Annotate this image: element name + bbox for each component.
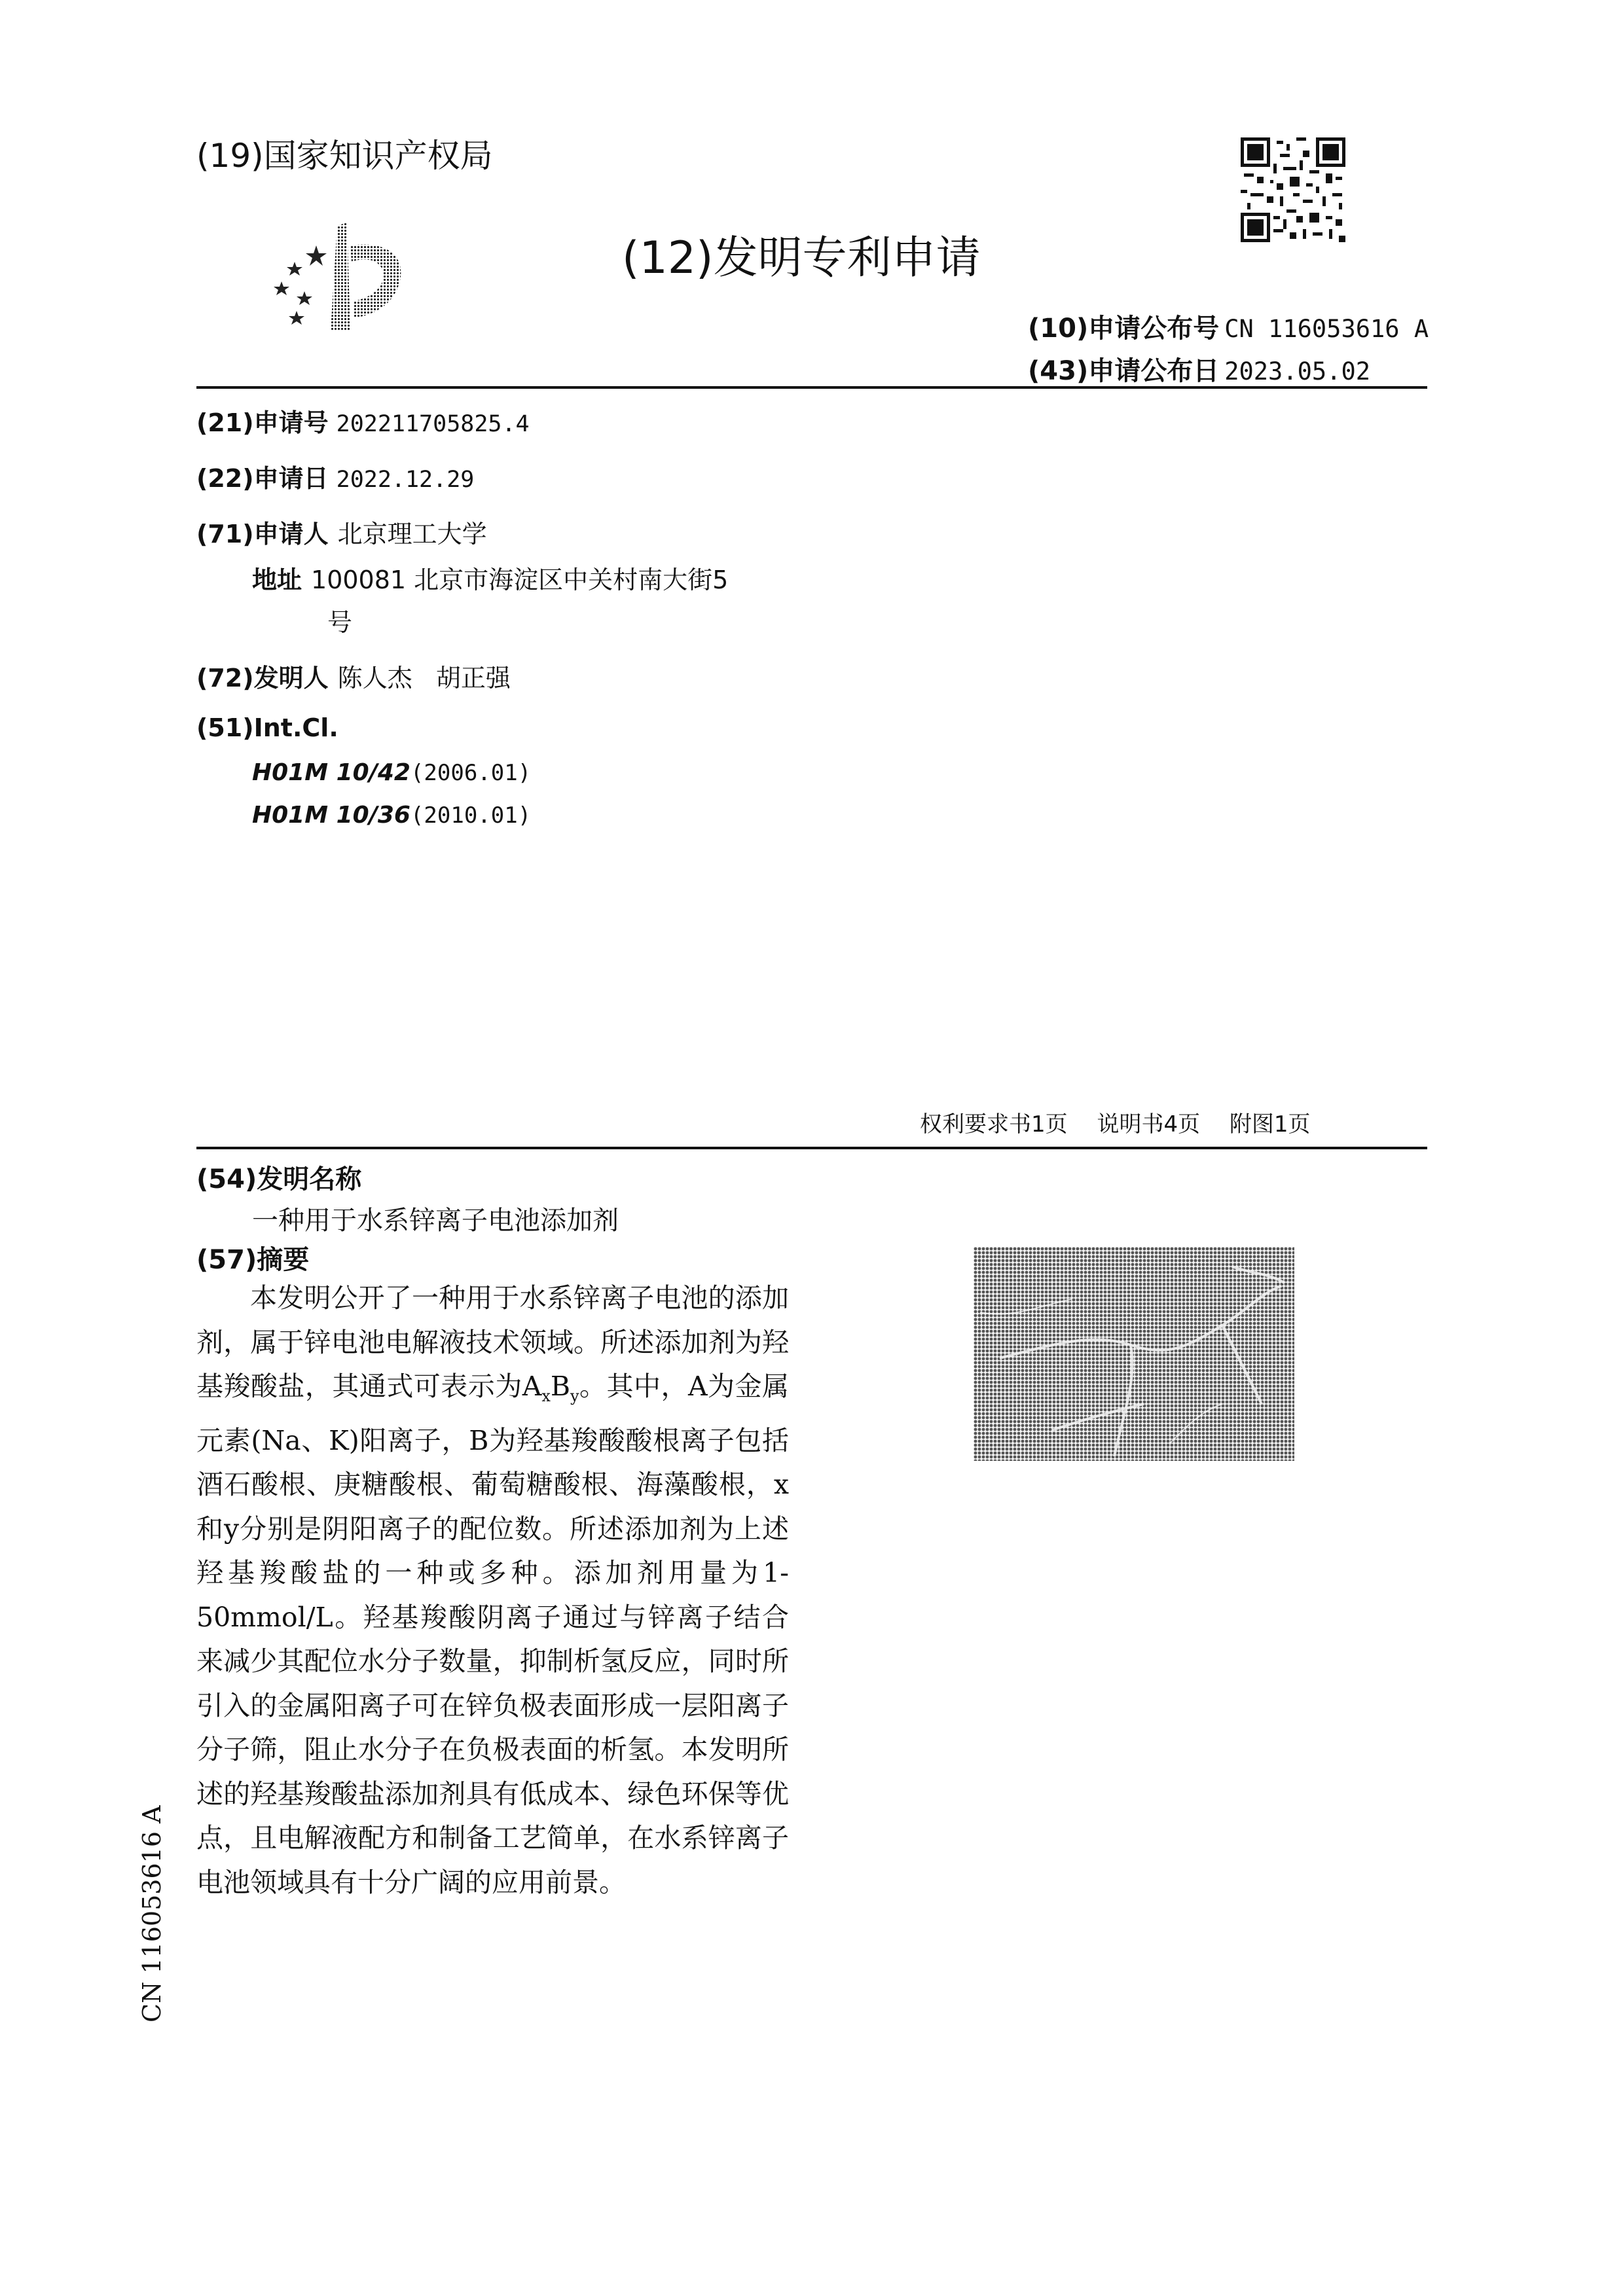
side-publication-number: CN 116053616 A [137, 1805, 166, 2022]
applicant-row: (71)申请人 北京理工大学 [196, 520, 487, 548]
address-row: 地址 100081 北京市海淀区中关村南大街5 [252, 565, 729, 594]
abstract-text: 本发明公开了一种用于水系锌离子电池的添加剂，属于锌电池电解液技术领域。所述添加剂为羟基羧酸盐，其通式可表示为$A_xB_y$。其中，A为金属元素(Na、K)阳离子，B为羟基羧酸酸根离子包括酒石酸根、庚糖酸根、葡萄糖酸根、海藻酸根，x和y分别是阴阳离子的配位数。所述添加剂为上述羟基羧酸盐的一种或多种。添加剂用量为1-50mmol/L。羟基羧酸阴离子通过与锌离子结合来减少其配位水分子数量，抑制析氢反应，同时所引入的金属阳离子可在锌负极表面形成一层阳离子分子筛，阻止水分子在负极表面的析氢。本发明所述的羟基羧酸盐添加剂具有低成本、绿色环保等优点，且电解液配方和制备工艺简单，在水系锌离子电池领域具有十分广阔的应用前景。 [196, 1282, 789, 1898]
title-label: (54)发明名称 [196, 1164, 362, 1194]
address-row-continued: 号 [327, 608, 353, 637]
publication-number-row: (10)申请公布号 CN 116053616 A [1028, 314, 1429, 344]
divider [196, 1147, 1427, 1149]
qr-code [1241, 137, 1345, 242]
ipc-class-1: H01M 10/42(2006.01) [252, 759, 532, 786]
document-type: (12)发明专利申请 [622, 232, 981, 284]
inventor-row: (72)发明人 陈人杰 胡正强 [196, 664, 511, 692]
office-name: (19)国家知识产权局 [196, 137, 493, 175]
ipc-class-2: H01M 10/36(2010.01) [252, 802, 532, 829]
ipc-label: (51)Int.Cl. [196, 713, 338, 742]
page-count-info: 权利要求书1页 说明书4页 附图1页 [920, 1111, 1311, 1138]
application-date-row: (22)申请日 2022.12.29 [196, 464, 475, 493]
abstract-label: (57)摘要 [196, 1245, 310, 1275]
invention-title: 一种用于水系锌离子电池添加剂 [252, 1206, 619, 1236]
publication-date-row: (43)申请公布日 2023.05.02 [1028, 356, 1370, 386]
application-number-row: (21)申请号 202211705825.4 [196, 408, 530, 437]
divider [196, 386, 1427, 389]
abstract-figure [974, 1247, 1294, 1461]
cnipa-logo [265, 219, 429, 334]
